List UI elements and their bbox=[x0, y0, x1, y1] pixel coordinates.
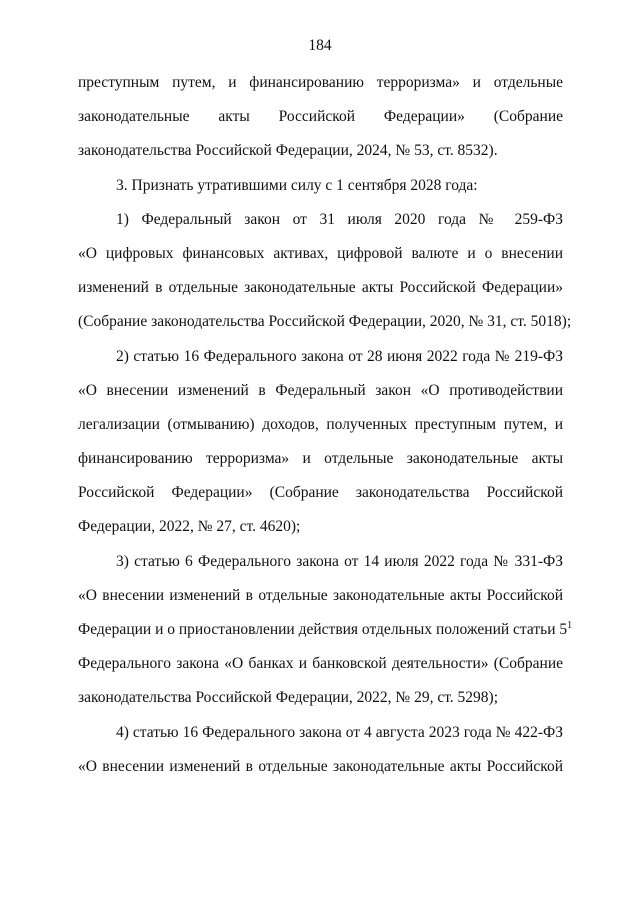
text-line: «О внесении изменений в Федеральный закон «О противодействии bbox=[78, 381, 563, 399]
text-line: Федерации, 2022, № 27, ст. 4620); bbox=[78, 518, 301, 536]
text-line: «О внесении изменений в отдельные законодательные акты Российской bbox=[78, 586, 563, 604]
text-line: 3) статью 6 Федерального закона от 14 июля 2022 года № 331-ФЗ bbox=[116, 552, 563, 570]
text-line: законодательства Российской Федерации, 2022, № 29, ст. 5298); bbox=[78, 689, 499, 707]
text-line: законодательства Российской Федерации, 2024, № 53, ст. 8532). bbox=[78, 142, 498, 160]
text-line: 1) Федеральный закон от 31 июля 2020 года № 259-ФЗ bbox=[116, 210, 563, 228]
page-number: 184 bbox=[308, 37, 332, 54]
text-line: 4) статью 16 Федерального закона от 4 августа 2023 года № 422-ФЗ bbox=[116, 723, 563, 741]
text-line: (Собрание законодательства Российской Федерации, 2020, № 31, ст. 5018); bbox=[78, 313, 572, 331]
text-line: 2) статью 16 Федерального закона от 28 июня 2022 года № 219-ФЗ bbox=[116, 347, 563, 365]
text-line: изменений в отдельные законодательные акты Российской Федерации» bbox=[78, 279, 563, 297]
paragraph-subitem-3 bbox=[78, 545, 573, 716]
text-line: «О внесении изменений в отдельные законодательные акты Российской bbox=[78, 757, 563, 775]
text-line: Российской Федерации» (Собрание законодательства Российской bbox=[78, 484, 563, 502]
text-line: законодательные акты Российской Федерации» (Собрание bbox=[78, 108, 563, 126]
text-line: преступным путем, и финансированию терроризма» и отдельные bbox=[78, 74, 563, 91]
paragraph-item-3 bbox=[78, 169, 563, 203]
text-line: 3. Признать утратившими силу с 1 сентября 2028 года: bbox=[116, 176, 478, 194]
text-line: Федерации и о приостановлении действия отдельных положений статьи 5 bbox=[78, 621, 568, 638]
document-body bbox=[78, 66, 573, 784]
paragraph-subitem-4 bbox=[78, 716, 563, 784]
paragraph-subitem-2 bbox=[78, 340, 563, 545]
text-line-with-superscript bbox=[78, 613, 573, 647]
paragraph-continuation bbox=[78, 66, 563, 169]
superscript-mark: 1 bbox=[567, 620, 573, 631]
text-line: Федерального закона «О банках и банковской деятельности» (Собрание bbox=[78, 655, 563, 673]
text-line: финансированию терроризма» и отдельные законодательные акты bbox=[78, 450, 563, 468]
text-line: легализации (отмыванию) доходов, полученных преступным путем, и bbox=[78, 415, 563, 433]
text-line: «О цифровых финансовых активах, цифровой валюте и о внесении bbox=[78, 244, 563, 262]
paragraph-subitem-1 bbox=[78, 203, 572, 340]
